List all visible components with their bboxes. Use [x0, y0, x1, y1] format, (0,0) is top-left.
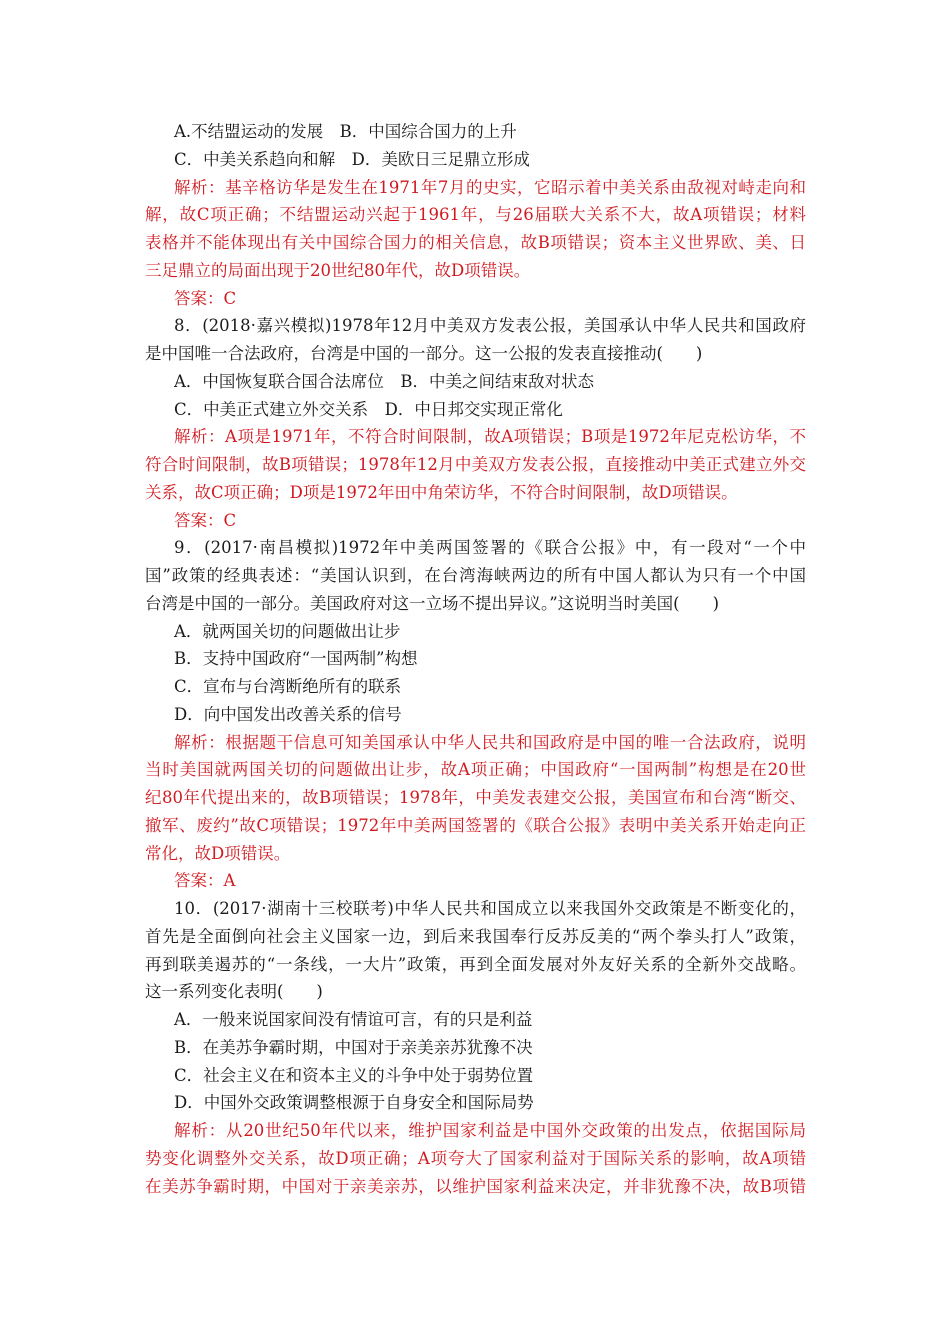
explanation-line: 三足鼎立的局面出现于20世纪80年代，故D项错误。 — [145, 261, 531, 280]
explanation-line: 解析：基辛格访华是发生在1971年7月的史实，它昭示着中美关系由敌视对峙走向和 — [174, 178, 806, 197]
question-line: D．向中国发出改善关系的信号 — [174, 705, 402, 724]
question-line: A．一般来说国家间没有情谊可言，有的只是利益 — [174, 1010, 533, 1029]
question-line: 8．(2018·嘉兴模拟)1978年12月中美双方发表公报，美国承认中华人民共和国政府 — [174, 316, 806, 335]
explanation-line: 常化，故D项错误。 — [145, 844, 291, 863]
question-line: C．社会主义在和资本主义的斗争中处于弱势位置 — [174, 1066, 534, 1085]
question-line: 10．(2017·湖南十三校联考)中华人民共和国成立以来我国外交政策是不断变化的， — [174, 899, 806, 918]
explanation-line: 答案：C — [174, 289, 237, 308]
question-line: A．就两国关切的问题做出让步 — [174, 622, 401, 641]
question-line: 首先是全面倒向社会主义国家一边，到后来我国奉行反苏反美的“两个拳头打人”政策， — [145, 927, 806, 946]
explanation-line: 势变化调整外交关系，故D项正确；A项夸大了国家利益对于国际关系的影响，故A项错 — [145, 1149, 806, 1168]
question-line: 这一系列变化表明( ) — [145, 982, 323, 1001]
explanation-line: 符合时间限制，故B项错误；1978年12月中美双方发表公报，直接推动中美正式建立外交 — [145, 455, 806, 474]
explanation-line: 当时美国就两国关切的问题做出让步，故A项正确；中国政府“一国两制”构想是在20世 — [145, 760, 806, 779]
question-line: D．中国外交政策调整根源于自身安全和国际局势 — [174, 1093, 534, 1112]
explanation-line: 解，故C项正确；不结盟运动兴起于1961年，与26届联大关系不大，故A项错误；材料 — [145, 205, 806, 224]
question-line: C．宣布与台湾断绝所有的联系 — [174, 677, 402, 696]
explanation-line: 答案：A — [174, 871, 236, 890]
question-line: B．在美苏争霸时期，中国对于亲美亲苏犹豫不决 — [174, 1038, 533, 1057]
question-line: 再到联美遏苏的“一条线，一大片”政策，再到全面发展对外友好关系的全新外交战略。 — [145, 955, 806, 974]
question-line: B．支持中国政府“一国两制”构想 — [174, 649, 418, 668]
question-line: A.不结盟运动的发展 B．中国综合国力的上升 — [174, 122, 517, 141]
explanation-line: 解析：从20世纪50年代以来，维护国家利益是中国外交政策的出发点，依据国际局 — [174, 1121, 806, 1140]
explanation-line: 纪80年代提出来的，故B项错误；1978年，中美发表建交公报，美国宣布和台湾“断交、 — [145, 788, 806, 807]
explanation-line: 表格并不能体现出有关中国综合国力的相关信息，故B项错误；资本主义世界欧、美、日 — [145, 233, 806, 252]
question-line: 是中国唯一合法政府，台湾是中国的一部分。这一公报的发表直接推动( ) — [145, 344, 703, 363]
explanation-line: 答案：C — [174, 511, 237, 530]
explanation-line: 解析：根据题干信息可知美国承认中华人民共和国政府是中国的唯一合法政府，说明 — [174, 733, 806, 752]
question-line: C．中美正式建立外交关系 D．中日邦交实现正常化 — [174, 400, 563, 419]
explanation-line: 撤军、废约”故C项错误；1972年中美两国签署的《联合公报》表明中美关系开始走向正 — [145, 816, 806, 835]
explanation-line: 关系，故C项正确；D项是1972年田中角荣访华，不符合时间限制，故D项错误。 — [145, 483, 738, 502]
question-line: A．中国恢复联合国合法席位 B．中美之间结束敌对状态 — [174, 372, 595, 391]
question-line: 国”政策的经典表述：“美国认识到，在台湾海峡两边的所有中国人都认为只有一个中国 — [145, 566, 806, 585]
question-line: C．中美关系趋向和解 D．美欧日三足鼎立形成 — [174, 150, 530, 169]
explanation-line: 在美苏争霸时期，中国对于亲美亲苏，以维护国家利益来决定，并非犹豫不决，故B项错 — [145, 1177, 806, 1196]
question-line: 台湾是中国的一部分。美国政府对这一立场不提出异议。”这说明当时美国( ) — [145, 594, 720, 613]
question-line: 9．(2017·南昌模拟)1972年中美两国签署的《联合公报》中，有一段对“一个中 — [174, 538, 806, 557]
explanation-line: 解析：A项是1971年，不符合时间限制，故A项错误；B项是1972年尼克松访华，不 — [174, 427, 806, 446]
